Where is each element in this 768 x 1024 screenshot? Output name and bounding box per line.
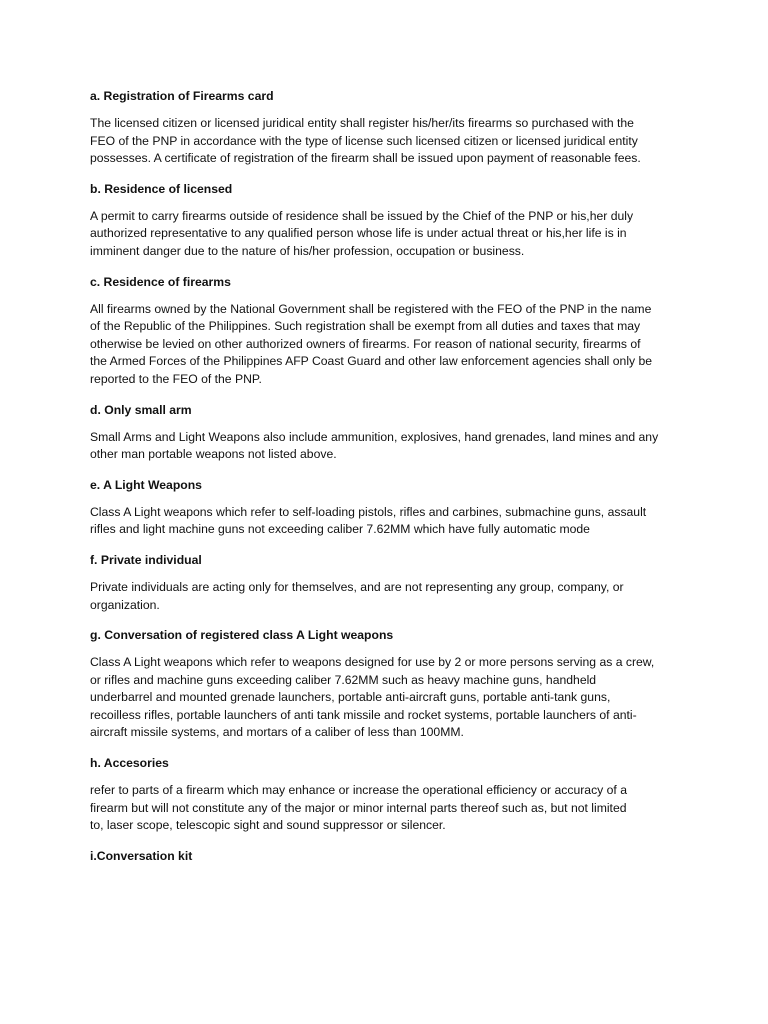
section-heading: i.Conversation kit [90,848,193,863]
paragraph-line: imminent danger due to the nature of his/her profession, occupation or business. [90,243,525,258]
paragraph-line: Private individuals are acting only for themselves, and are not representing any group, company, or [90,579,624,594]
paragraph-line: other man portable weapons not listed above. [90,447,337,462]
section-heading: d. Only small arm [90,402,192,417]
section-paragraph [90,115,690,168]
paragraph-line: to, laser scope, telescopic sight and sound suppressor or silencer. [90,818,446,833]
section-residence-of-firearms [90,274,690,389]
section-paragraph [90,579,690,614]
document-page [90,88,690,875]
paragraph-line: refer to parts of a firearm which may enhance or increase the operational efficiency or accuracy of a [90,783,627,798]
paragraph-line: firearm but will not constitute any of the major or minor internal parts thereof such as, but not limited [90,800,627,815]
section-heading: b. Residence of licensed [90,181,233,196]
paragraph-line: underbarrel and mounted grenade launchers, portable anti-aircraft guns, portable anti-tank guns, [90,690,611,705]
section-conversation-of-registered-class-a [90,627,690,742]
paragraph-line: authorized representative to any qualified person whose life is under actual threat or his,her life is in [90,226,627,241]
section-paragraph [90,782,690,835]
paragraph-line: of the Republic of the Philippines. Such registration shall be exempt from all duties and taxes that may [90,319,641,334]
section-private-individual [90,552,690,614]
section-registration-of-firearms-card [90,88,690,168]
section-heading: g. Conversation of registered class A Light weapons [90,628,394,643]
paragraph-line: organization. [90,597,160,612]
section-paragraph [90,654,690,742]
paragraph-line: Class A Light weapons which refer to weapons designed for use by 2 or more persons serving as a crew, [90,655,655,670]
section-paragraph [90,504,690,539]
section-paragraph [90,301,690,389]
paragraph-line: recoilless rifles, portable launchers of anti tank missile and rocket systems, portable launchers of anti- [90,707,637,722]
paragraph-line: All firearms owned by the National Government shall be registered with the FEO of the PNP in the name [90,301,652,316]
paragraph-line: otherwise be levied on other authorized owners of firearms. For reason of national security, firearms of [90,336,641,351]
paragraph-line: The licensed citizen or licensed juridical entity shall register his/her/its firearms so purchased with the [90,116,634,130]
paragraph-line: aircraft missile systems, and mortars of a caliber of less than 100MM. [90,725,464,740]
paragraph-line: A permit to carry firearms outside of residence shall be issued by the Chief of the PNP or his,her duly [90,208,634,223]
paragraph-line: rifles and light machine guns not exceeding caliber 7.62MM which have fully automatic mode [90,522,590,537]
section-paragraph [90,429,690,464]
paragraph-line: Class A Light weapons which refer to self-loading pistols, rifles and carbines, submachine guns, assault [90,504,647,519]
section-only-small-arm [90,402,690,464]
section-residence-of-licensed [90,181,690,261]
section-heading: c. Residence of firearms [90,274,231,289]
paragraph-line: reported to the FEO of the PNP. [90,371,262,386]
section-heading: h. Accesories [90,756,169,771]
section-paragraph [90,208,690,261]
paragraph-line: the Armed Forces of the Philippines AFP Coast Guard and other law enforcement agencies shall only be [90,354,653,369]
section-a-light-weapons [90,477,690,539]
paragraph-line: Small Arms and Light Weapons also include ammunition, explosives, hand grenades, land mines and any [90,429,659,444]
paragraph-line: or rifles and machine guns exceeding caliber 7.62MM such as heavy machine guns, handheld [90,672,597,687]
section-accesories [90,755,690,835]
section-heading: e. A Light Weapons [90,477,202,492]
section-heading: f. Private individual [90,552,202,567]
section-conversation-kit [90,848,690,865]
paragraph-line: possesses. A certificate of registration of the firearm shall be issued upon payment of reasonable fees. [90,151,641,166]
paragraph-line: FEO of the PNP in accordance with the type of license such licensed citizen or licensed juridical entity [90,133,638,148]
section-heading: a. Registration of Firearms card [90,89,274,103]
